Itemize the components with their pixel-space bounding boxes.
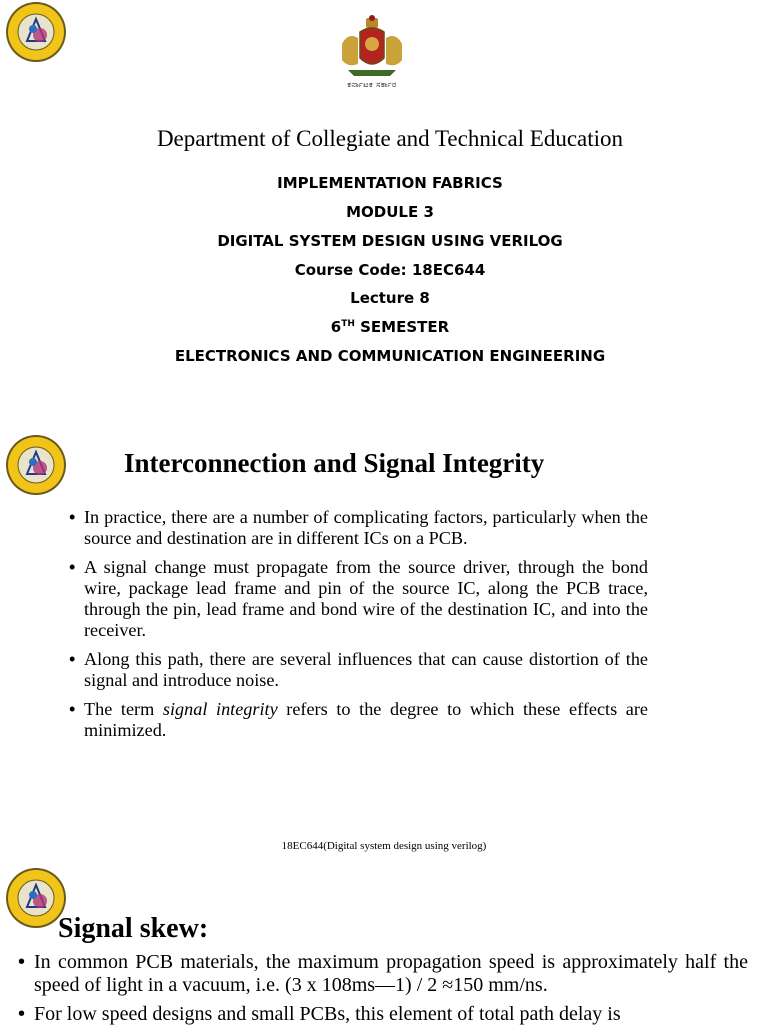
semester-label: SEMESTER xyxy=(354,318,450,336)
semester-number: 6 xyxy=(330,318,342,336)
bullet-dot-icon: • xyxy=(69,557,76,577)
bullet-text: In practice, there are a number of complicating factors, particularly when the source and destination are in different ICs on a PCB. xyxy=(84,507,648,548)
bullet-dot-icon: • xyxy=(18,951,26,973)
bullet-text: refers to the degree to which these effects are minimized. xyxy=(84,699,648,740)
bullet-item xyxy=(18,951,748,997)
cover-line-semester xyxy=(0,318,768,336)
cover-line-module: MODULE 3 xyxy=(346,203,434,221)
slide-bullet-list xyxy=(69,507,648,749)
bullet-dot-icon: • xyxy=(69,507,76,527)
cover-line-course-code: Course Code: 18EC644 xyxy=(294,261,486,279)
bullet-text: A signal change must propagate from the source driver, through the bond wire, package lead frame and pin of the source IC, along the PCB trace, through the pin, lead frame and bond wire of the destination IC, and into the receiver. xyxy=(84,557,648,640)
bullet-item xyxy=(69,649,648,691)
department-title: Department of Collegiate and Technical Education xyxy=(156,126,624,151)
cover-line-lecture: Lecture 8 xyxy=(350,289,430,307)
dte-logo-icon xyxy=(5,434,67,496)
bullet-item xyxy=(69,507,648,549)
bullet-text: In common PCB materials, the maximum propagation speed is approximately half the speed of light in a vacuum, i.e. (3 x 108ms—1) / 2 ≈150 mm/ns. xyxy=(34,951,748,996)
cover-line-branch: ELECTRONICS AND COMMUNICATION ENGINEERING xyxy=(174,347,606,365)
semester-superscript: TH xyxy=(341,319,355,329)
emblem-caption: ಕರ್ನಾಟಕ ಸರ್ಕಾರ xyxy=(347,80,397,89)
bullet-item xyxy=(69,699,648,741)
bullet-item xyxy=(18,1003,748,1026)
slide-bullet-list xyxy=(18,951,748,1032)
bullet-text: Along this path, there are several influences that can cause distortion of the signal and introduce noise. xyxy=(84,649,648,690)
bullet-dot-icon: • xyxy=(69,699,76,719)
bullet-item xyxy=(69,557,648,641)
dte-logo-icon xyxy=(5,1,67,63)
slide-title-signal-skew: Signal skew: xyxy=(58,913,209,944)
slide-title-interconnection: Interconnection and Signal Integrity xyxy=(124,448,545,478)
bullet-dot-icon: • xyxy=(69,649,76,669)
bullet-emphasis: signal integrity xyxy=(162,699,278,719)
bullet-dot-icon: • xyxy=(18,1003,26,1025)
cover-line-implementation: IMPLEMENTATION FABRICS xyxy=(277,174,503,192)
bullet-text: The term xyxy=(84,699,163,719)
bullet-text: For low speed designs and small PCBs, this element of total path delay is xyxy=(34,1003,621,1025)
cover-line-course-title: DIGITAL SYSTEM DESIGN USING VERILOG xyxy=(217,232,563,250)
slide-footer: 18EC644(Digital system design using verilog) xyxy=(281,840,487,852)
